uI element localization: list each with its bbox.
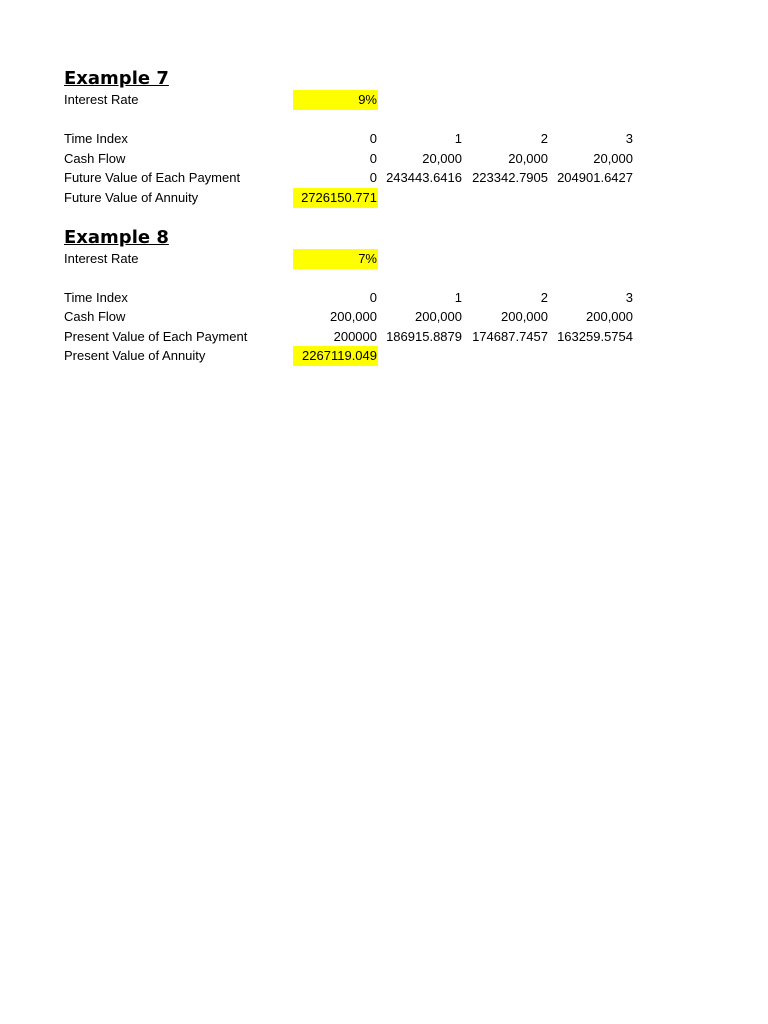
interest-rate-label: Interest Rate	[64, 251, 139, 266]
future-value-annuity-label: Future Value of Annuity	[64, 190, 199, 205]
time-index-cell[interactable]: 0	[369, 290, 377, 305]
time-index-row	[64, 129, 644, 149]
time-index-label: Time Index	[64, 290, 128, 305]
cash-flow-cell[interactable]: 0	[369, 151, 377, 166]
cash-flow-label: Cash Flow	[64, 309, 126, 324]
time-index-cell[interactable]: 3	[625, 131, 633, 146]
present-value-each-payment-row	[64, 327, 644, 347]
interest-rate-value[interactable]: 7%	[293, 249, 378, 269]
cash-flow-cell[interactable]: 200,000	[501, 309, 548, 324]
present-value-cell[interactable]: 163259.5754	[557, 329, 633, 344]
interest-rate-row	[64, 90, 644, 110]
future-value-cell[interactable]: 0	[369, 170, 377, 185]
present-value-annuity-value[interactable]: 2267119.049	[293, 346, 378, 366]
time-index-cell[interactable]: 2	[540, 131, 548, 146]
cash-flow-cell[interactable]: 20,000	[508, 151, 548, 166]
present-value-annuity-label: Present Value of Annuity	[64, 348, 206, 363]
time-index-label: Time Index	[64, 131, 128, 146]
future-value-annuity-row	[64, 188, 644, 208]
time-index-cell[interactable]: 2	[540, 290, 548, 305]
present-value-annuity-row	[64, 346, 644, 366]
future-value-cell[interactable]: 204901.6427	[557, 170, 633, 185]
interest-rate-value[interactable]: 9%	[293, 90, 378, 110]
cash-flow-cell[interactable]: 20,000	[593, 151, 633, 166]
cash-flow-row	[64, 307, 644, 327]
future-value-annuity-value[interactable]: 2726150.771	[293, 188, 378, 208]
present-value-cell[interactable]: 174687.7457	[472, 329, 548, 344]
present-value-cell[interactable]: 186915.8879	[386, 329, 462, 344]
future-value-cell[interactable]: 243443.6416	[386, 170, 462, 185]
interest-rate-row	[64, 249, 644, 269]
future-value-cell[interactable]: 223342.7905	[472, 170, 548, 185]
future-value-each-payment-label: Future Value of Each Payment	[64, 170, 241, 185]
cash-flow-cell[interactable]: 20,000	[422, 151, 462, 166]
example-8-title: Example 8	[64, 227, 169, 248]
time-index-row	[64, 288, 644, 308]
cash-flow-cell[interactable]: 200,000	[330, 309, 377, 324]
cash-flow-label: Cash Flow	[64, 151, 126, 166]
present-value-each-payment-label: Present Value of Each Payment	[64, 329, 248, 344]
time-index-cell[interactable]: 3	[625, 290, 633, 305]
time-index-cell[interactable]: 1	[454, 131, 462, 146]
time-index-cell[interactable]: 0	[369, 131, 377, 146]
cash-flow-cell[interactable]: 200,000	[415, 309, 462, 324]
present-value-cell[interactable]: 200000	[333, 329, 377, 344]
example-7-title: Example 7	[64, 68, 169, 89]
interest-rate-label: Interest Rate	[64, 92, 139, 107]
cash-flow-row	[64, 149, 644, 169]
time-index-cell[interactable]: 1	[454, 290, 462, 305]
future-value-each-payment-row	[64, 168, 644, 188]
cash-flow-cell[interactable]: 200,000	[586, 309, 633, 324]
